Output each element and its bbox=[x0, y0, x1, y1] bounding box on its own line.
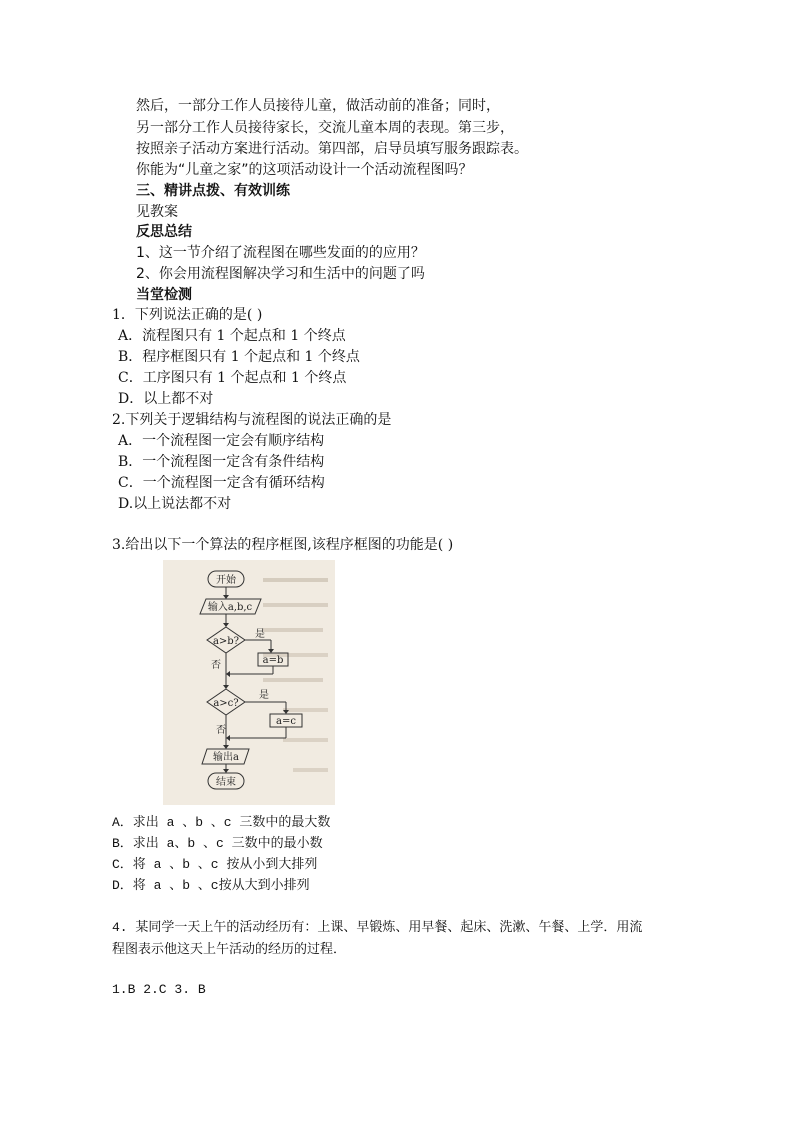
intro-line-4: 你能为“儿童之家”的这项活动设计一个活动流程图吗？ bbox=[136, 162, 473, 178]
q2-option-d: D.以上说法都不对 bbox=[118, 496, 232, 512]
flowchart-no2-label: 否 bbox=[216, 725, 226, 736]
flowchart-assign1-label: a=b bbox=[262, 655, 284, 666]
flowchart-no1-label: 否 bbox=[211, 660, 221, 671]
flowchart-cond1-label: a>b? bbox=[212, 636, 240, 647]
q2-stem: 2.下列关于逻辑结构与流程图的说法正确的是 bbox=[112, 412, 392, 428]
answer-key: 1.B 2.C 3. B bbox=[112, 982, 206, 997]
flowchart-yes2-label: 是 bbox=[259, 690, 269, 701]
q4-line-2: 程图表示他这天上午活动的经历的过程． bbox=[112, 942, 347, 957]
flowchart-input-label: 输入a,b,c bbox=[207, 602, 253, 613]
intro-line-3: 按照亲子活动方案进行活动。第四部，启导员填写服务跟踪表。 bbox=[136, 141, 528, 157]
q2-option-a: A．一个流程图一定会有顺序结构 bbox=[118, 433, 325, 449]
q3-option-d: D．将 a 、b 、c按从大到小排列 bbox=[112, 878, 310, 893]
test-title: 当堂检测 bbox=[136, 287, 192, 303]
q1-stem: 1．下列说法正确的是( ) bbox=[112, 307, 263, 323]
q2-option-c: C．一个流程图一定含有循环结构 bbox=[118, 475, 325, 491]
q3-option-c: C．将 a 、b 、c 按从小到大排列 bbox=[112, 857, 318, 872]
flowchart-end-label: 结束 bbox=[216, 777, 236, 788]
reflection-item-1: 1、这一节介绍了流程图在哪些发面的的应用？ bbox=[136, 245, 425, 261]
q1-option-b: B．程序框图只有 1 个起点和 1 个终点 bbox=[118, 349, 360, 365]
section3-body: 见教案 bbox=[136, 204, 178, 220]
flowchart-assign2-label: a=c bbox=[276, 716, 296, 727]
q1-option-d: D．以上都不对 bbox=[118, 391, 214, 407]
reflection-item-2: 2、你会用流程图解决学习和生活中的问题了吗 bbox=[136, 266, 425, 282]
reflection-title: 反思总结 bbox=[136, 224, 192, 240]
flowchart-svg bbox=[163, 560, 335, 805]
q1-option-a: A．流程图只有 1 个起点和 1 个终点 bbox=[118, 328, 346, 344]
flowchart-output-label: 输出a bbox=[213, 752, 239, 763]
q3-option-a: A．求出 a 、b 、c 三数中的最大数 bbox=[112, 815, 331, 830]
flowchart-yes1-label: 是 bbox=[255, 629, 265, 640]
flowchart-cond2-label: a>c? bbox=[213, 698, 239, 709]
flowchart-start-label: 开始 bbox=[216, 575, 236, 586]
intro-line-1: 然后，一部分工作人员接待儿童，做活动前的准备；同时， bbox=[136, 98, 500, 114]
q3-stem: 3.给出以下一个算法的程序框图,该程序框图的功能是( ) bbox=[112, 537, 454, 553]
intro-line-2: 另一部分工作人员接待家长，交流儿童本周的表现。第三步， bbox=[136, 120, 514, 136]
q1-option-c: C．工序图只有 1 个起点和 1 个终点 bbox=[118, 370, 347, 386]
q4-line-1: 4. 某同学一天上午的活动经历有：上课、早锻炼、用早餐、起床、洗漱、午餐、上学．用流 bbox=[112, 920, 643, 935]
scan-bleed-through bbox=[263, 580, 328, 770]
q2-option-b: B．一个流程图一定含有条件结构 bbox=[118, 454, 325, 470]
flowchart-figure bbox=[163, 560, 335, 805]
q3-option-b: B．求出 a、b 、c 三数中的最小数 bbox=[112, 836, 323, 851]
section3-title: 三、精讲点拨、有效训练 bbox=[136, 183, 290, 199]
